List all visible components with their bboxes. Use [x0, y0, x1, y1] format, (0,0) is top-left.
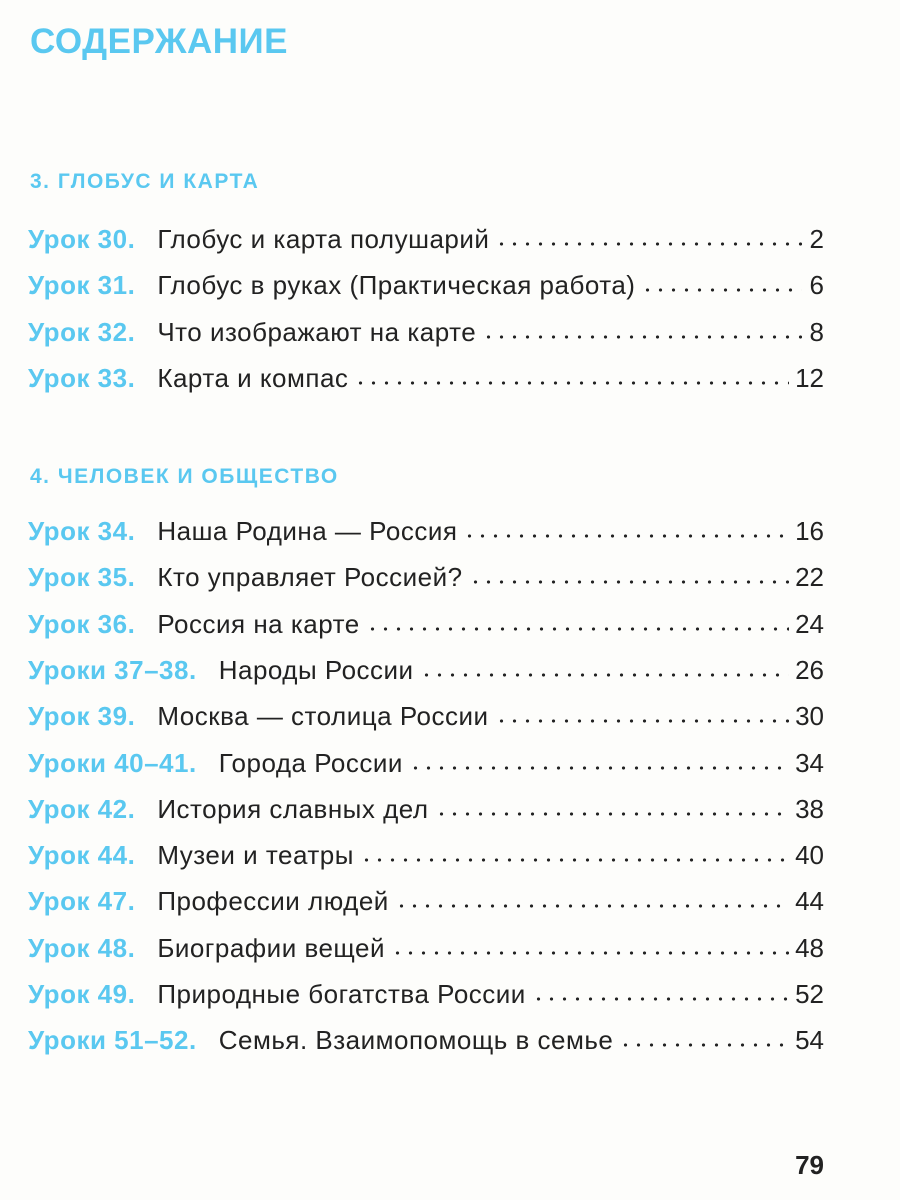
dot-leader	[354, 378, 789, 388]
lesson-topic: Биографии вещей	[157, 932, 386, 963]
toc-entry[interactable]	[28, 927, 824, 969]
lesson-topic: Семья. Взаимопомощь в семье	[218, 1025, 614, 1056]
lesson-number: Урок 35.	[28, 562, 136, 593]
dot-leader	[495, 716, 790, 726]
lesson-topic: Города России	[218, 747, 403, 778]
toc-entry[interactable]	[28, 834, 824, 876]
lesson-number: Урок 36.	[28, 608, 136, 639]
page-ref: 6	[809, 270, 824, 301]
toc-entry[interactable]	[28, 1019, 824, 1061]
toc-entry[interactable]	[28, 510, 824, 552]
lesson-number: Уроки 51–52.	[28, 1025, 197, 1056]
toc-entry[interactable]	[28, 311, 824, 353]
dot-leader	[366, 624, 789, 634]
toc-entry[interactable]	[28, 880, 824, 922]
lesson-topic: Наша Родина — Россия	[157, 516, 458, 546]
page-ref: 22	[795, 562, 824, 593]
page-ref: 24	[795, 608, 824, 639]
page-ref: 26	[795, 654, 824, 685]
lesson-number: Уроки 37–38.	[28, 654, 197, 685]
lesson-number: Урок 49.	[28, 979, 136, 1009]
lesson-topic: Народы России	[218, 654, 414, 685]
page-ref: 48	[795, 932, 824, 963]
toc-entry[interactable]	[28, 788, 824, 830]
page-title: СОДЕРЖАНИЕ	[30, 22, 289, 61]
lesson-topic: Что изображают на карте	[157, 316, 477, 347]
lesson-number: Уроки 40–41.	[28, 747, 197, 778]
lesson-topic: Музеи и театры	[157, 840, 354, 871]
dot-leader	[391, 948, 789, 958]
lesson-number: Урок 48.	[28, 932, 136, 963]
page-ref: 16	[795, 516, 824, 546]
toc-entry[interactable]	[28, 973, 824, 1015]
section-heading-person-and-society: 4. ЧЕЛОВЕК И ОБЩЕСТВО	[30, 465, 339, 488]
lesson-topic: Кто управляет Россией?	[157, 562, 463, 593]
dot-leader	[409, 763, 789, 773]
dot-leader	[463, 531, 789, 541]
page-number: 79	[795, 1150, 824, 1180]
toc-entry[interactable]	[28, 357, 824, 399]
lesson-topic: Профессии людей	[157, 886, 389, 917]
toc-entry[interactable]	[28, 603, 824, 645]
page-ref: 40	[795, 840, 824, 871]
lesson-topic: История славных дел	[157, 793, 429, 824]
page-ref: 30	[795, 701, 824, 732]
lesson-topic: Карта и компас	[157, 362, 349, 393]
page-ref: 54	[795, 1025, 824, 1056]
lesson-number: Урок 33.	[28, 362, 136, 393]
lesson-number: Урок 47.	[28, 886, 136, 917]
toc-entry[interactable]	[28, 742, 824, 784]
lesson-topic: Россия на карте	[157, 608, 360, 639]
lesson-number: Урок 30.	[28, 224, 136, 254]
toc-entry[interactable]	[28, 218, 824, 260]
dot-leader	[495, 239, 802, 249]
page-ref: 52	[795, 979, 824, 1009]
toc-entry[interactable]	[28, 264, 824, 306]
dot-leader	[469, 577, 789, 587]
lesson-number: Урок 31.	[28, 270, 136, 301]
page-ref: 34	[795, 747, 824, 778]
lesson-topic: Москва — столица России	[157, 701, 489, 732]
page-ref: 44	[795, 886, 824, 917]
dot-leader	[482, 332, 802, 342]
lesson-topic: Природные богатства России	[157, 979, 526, 1009]
dot-leader	[395, 901, 789, 911]
lesson-topic: Глобус в руках (Практическая работа)	[157, 270, 636, 301]
dot-leader	[435, 809, 790, 819]
lesson-number: Урок 34.	[28, 516, 136, 546]
dot-leader	[532, 994, 789, 1004]
lesson-number: Урок 32.	[28, 316, 136, 347]
toc-entry[interactable]	[28, 556, 824, 598]
dot-leader	[360, 855, 789, 865]
lesson-number: Урок 42.	[28, 793, 136, 824]
lesson-number: Урок 39.	[28, 701, 136, 732]
dot-leader	[619, 1040, 789, 1050]
toc-entry[interactable]	[28, 649, 824, 691]
page-ref: 2	[809, 224, 824, 254]
dot-leader	[641, 285, 802, 295]
section-heading-globe-and-map: 3. ГЛОБУС И КАРТА	[30, 170, 260, 193]
dot-leader	[420, 670, 790, 680]
page-ref: 8	[809, 316, 824, 347]
page-ref: 38	[795, 793, 824, 824]
lesson-number: Урок 44.	[28, 840, 136, 871]
page-ref: 12	[795, 362, 824, 393]
lesson-topic: Глобус и карта полушарий	[157, 224, 490, 254]
toc-entry[interactable]	[28, 695, 824, 737]
